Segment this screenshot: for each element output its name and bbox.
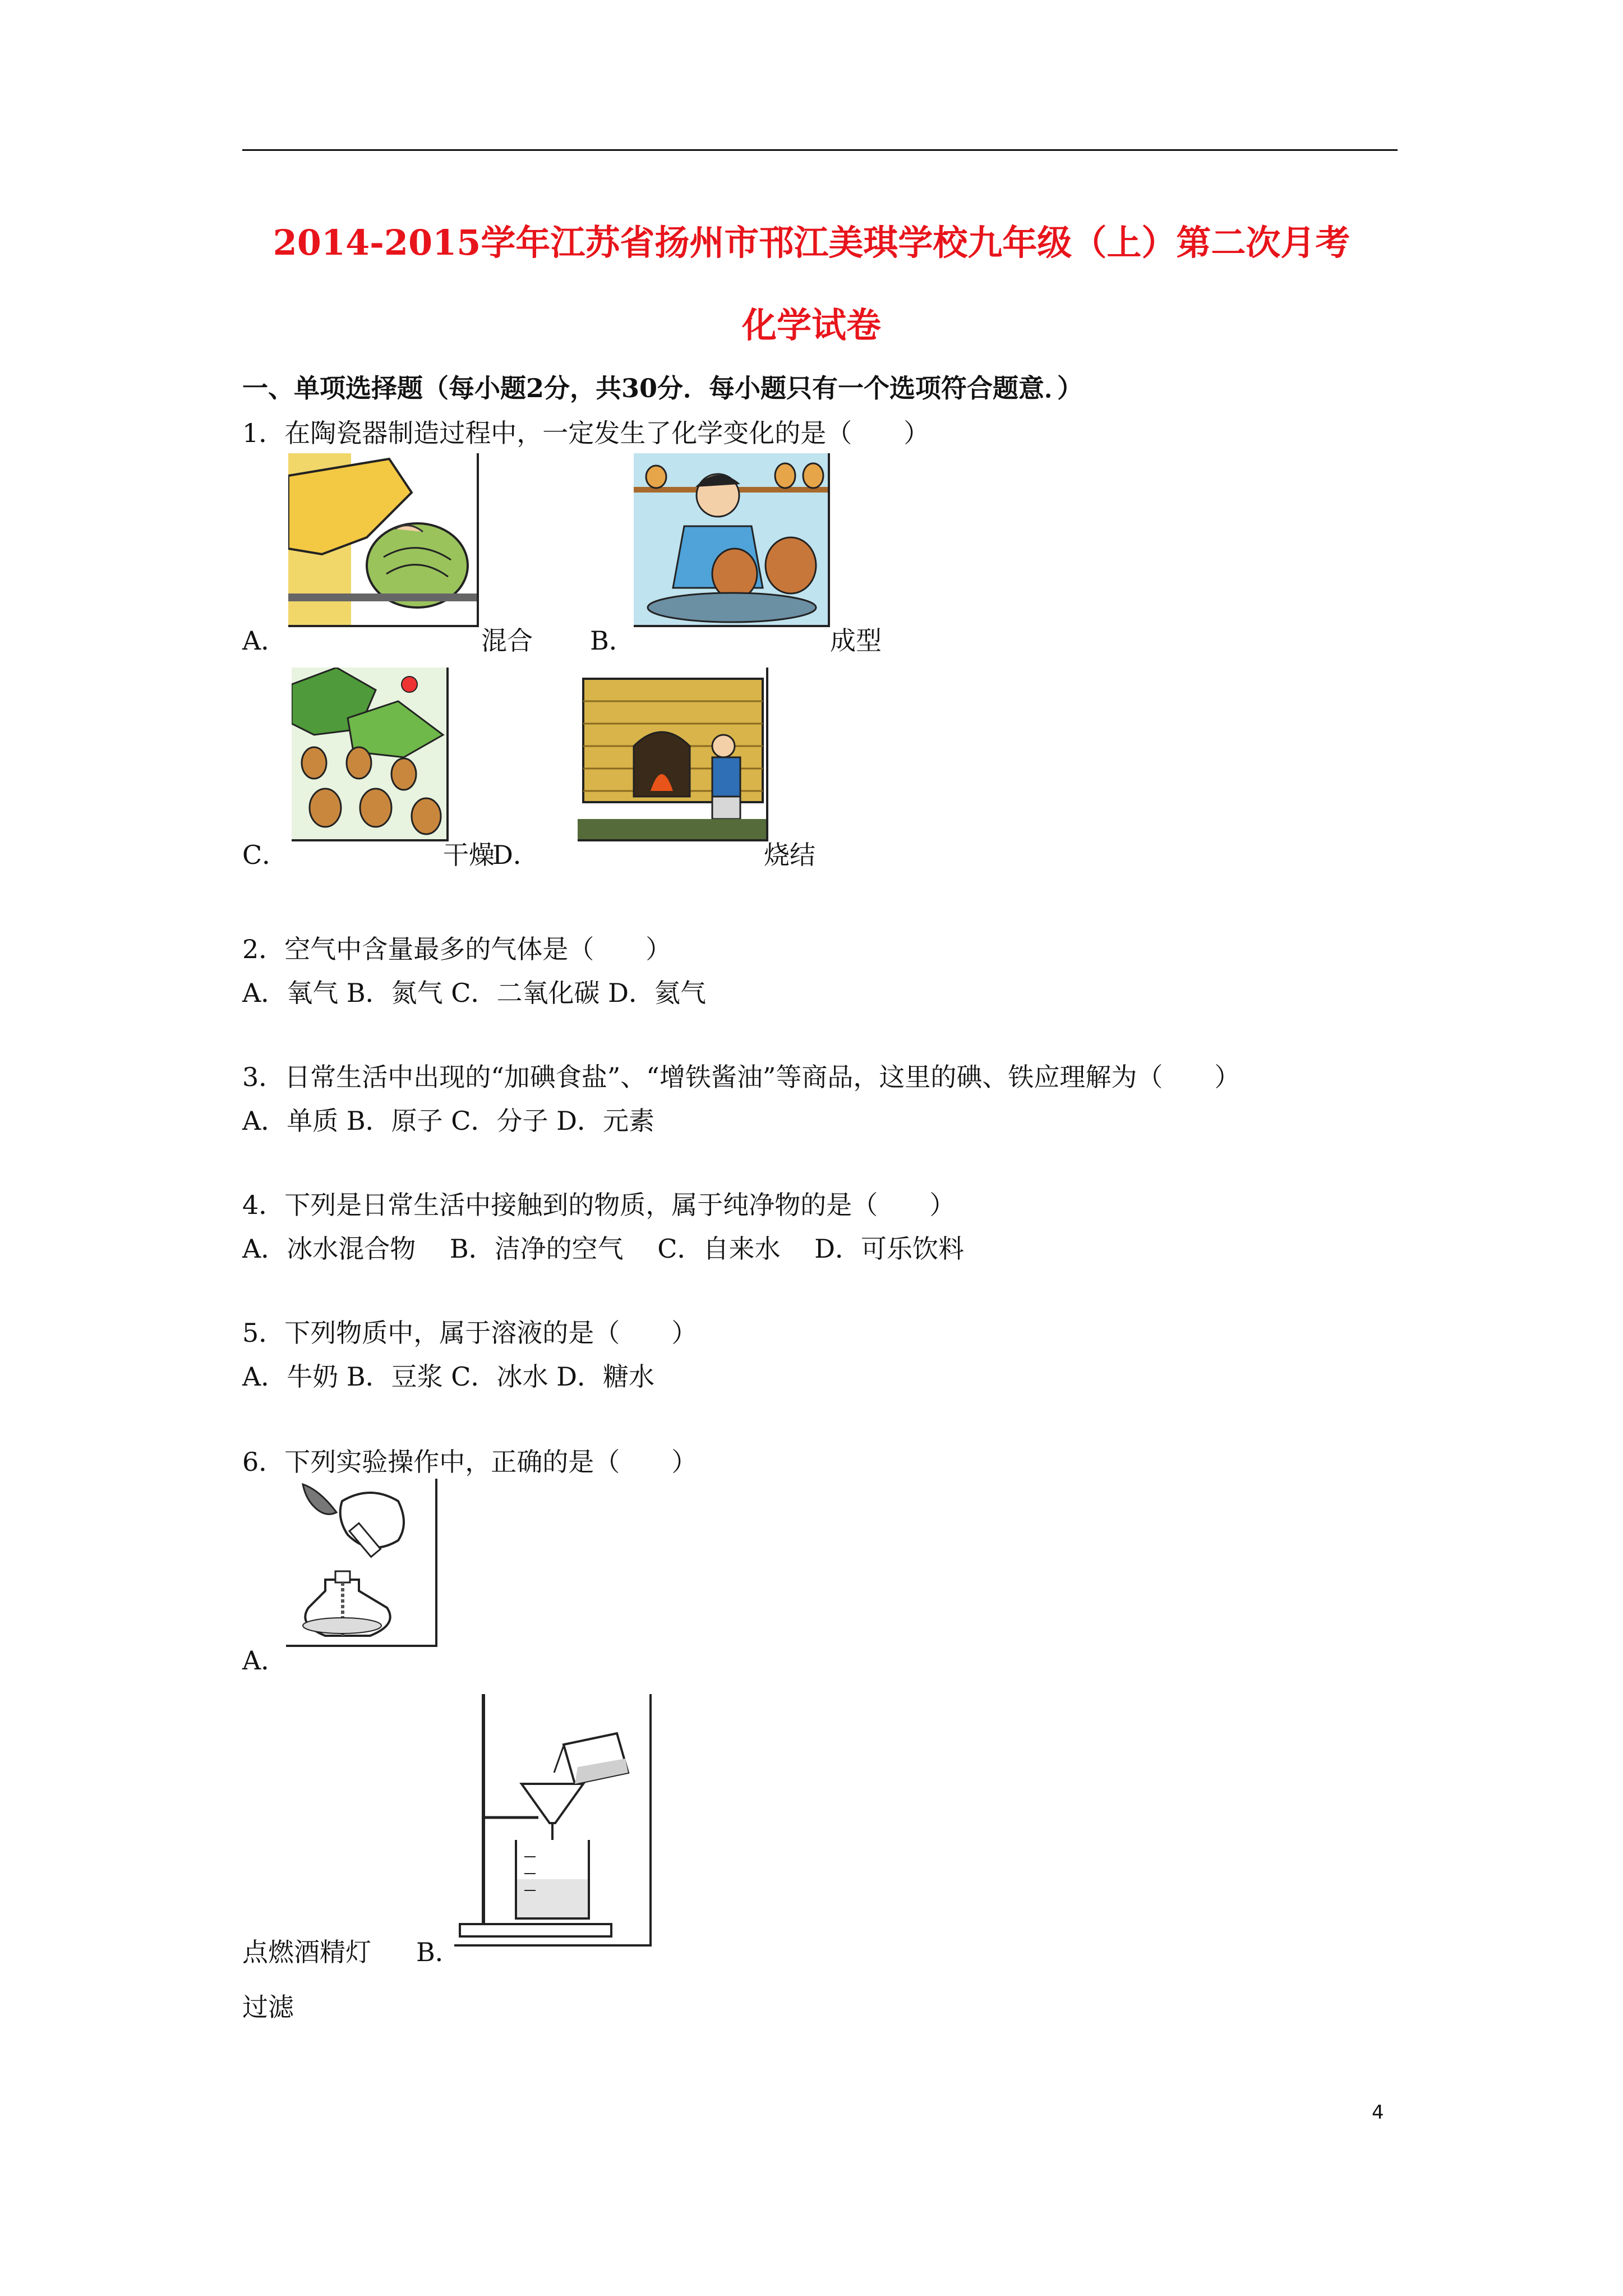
q1-figure-b-shaping xyxy=(634,453,830,627)
q1-option-b-letter: B． xyxy=(590,625,635,656)
q1-figure-a-mixing xyxy=(288,453,479,627)
paper-title-line2: 化学试卷 xyxy=(741,305,881,346)
q1-option-b-text: 成型 xyxy=(830,625,882,656)
q6-option-a-letter: A． xyxy=(242,1645,287,1676)
q5-options: A．牛奶 B．豆浆 C．冰水 D．糖水 xyxy=(242,1361,654,1392)
q1-option-c-text: 干燥 xyxy=(443,840,495,870)
q6-option-b-letter: B． xyxy=(416,1937,461,1967)
header-rule xyxy=(242,149,1398,151)
q3-stem: 3．日常生活中出现的“加碘食盐”、“增铁酱油”等商品，这里的碘、铁应理解为（ ） xyxy=(242,1062,1241,1092)
q1-option-d-text: 烧结 xyxy=(764,840,815,870)
q1-option-d-letter: D． xyxy=(492,840,539,870)
q2-options: A．氧气 B．氮气 C．二氧化碳 D．氦气 xyxy=(242,978,706,1008)
q6-figure-a-lighting-alcohol-lamp xyxy=(286,1479,437,1647)
q6-option-a-text: 点燃酒精灯 xyxy=(242,1937,371,1967)
q2-stem: 2．空气中含量最多的气体是（ ） xyxy=(242,934,672,964)
q6-figure-b-filtration xyxy=(454,1688,652,1947)
q1-option-a-letter: A． xyxy=(242,625,287,656)
q1-option-c-letter: C． xyxy=(242,840,288,870)
q1-stem: 1．在陶瓷器制造过程中，一定发生了化学变化的是（ ） xyxy=(242,418,930,448)
q3-options: A．单质 B．原子 C．分子 D．元素 xyxy=(242,1106,654,1136)
page-number: 4 xyxy=(1372,2101,1384,2124)
paper-title-line1: 2014-2015学年江苏省扬州市邗江美琪学校九年级（上）第二次月考 xyxy=(273,222,1350,263)
q6-option-b-text: 过滤 xyxy=(242,1992,294,2022)
q1-figure-d-sintering xyxy=(578,668,768,841)
q5-stem: 5．下列物质中，属于溶液的是（ ） xyxy=(242,1318,698,1348)
q1-figure-c-drying xyxy=(292,668,449,841)
q1-option-a-text: 混合 xyxy=(481,625,533,656)
q4-stem: 4．下列是日常生活中接触到的物质，属于纯净物的是（ ） xyxy=(242,1190,956,1220)
q4-options: A．冰水混合物 B．洁净的空气 C．自来水 D．可乐饮料 xyxy=(242,1234,964,1264)
section-heading: 一、单项选择题（每小题2分，共30分．每小题只有一个选项符合题意．） xyxy=(242,373,1083,403)
q6-stem: 6．下列实验操作中，正确的是（ ） xyxy=(242,1447,698,1477)
